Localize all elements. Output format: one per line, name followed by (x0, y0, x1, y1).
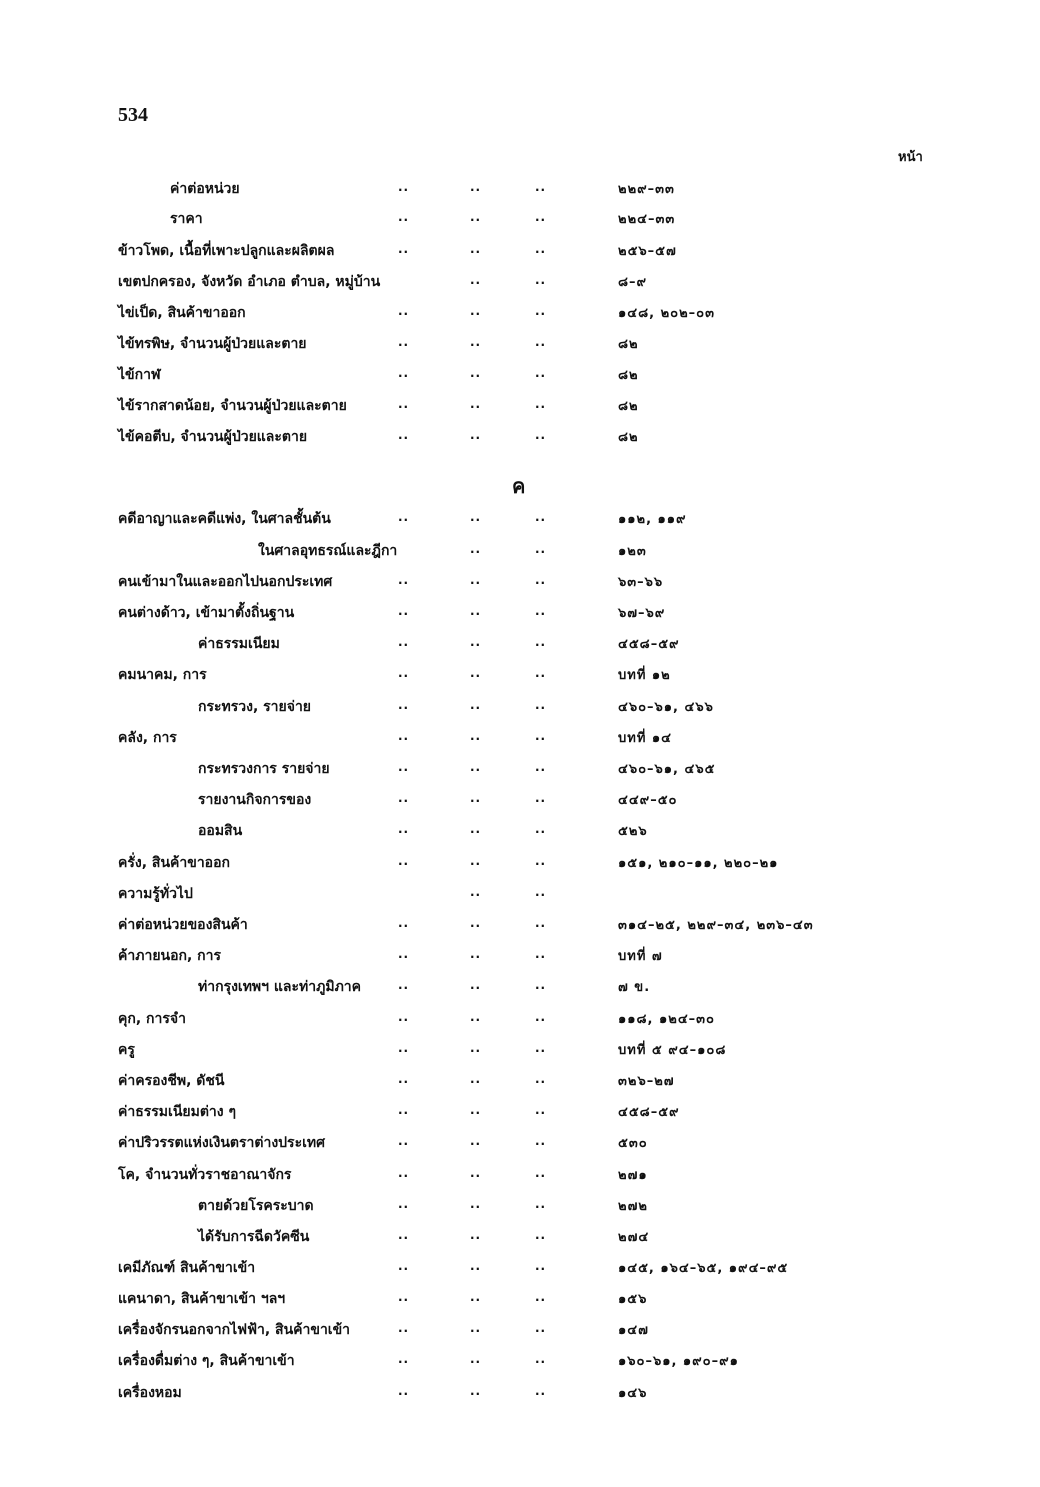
index-entry (0, 364, 1040, 390)
index-page-refs: ๑๑๒, ๑๑๙ (618, 512, 687, 527)
index-page-refs: ๑๔๗ (618, 1323, 649, 1338)
index-entry (0, 1039, 1040, 1065)
index-entry (0, 1319, 1040, 1345)
dot-leader: .. (470, 822, 482, 836)
dot-leader: .. (470, 1197, 482, 1211)
dot-leader: .. (535, 666, 547, 680)
dot-leader: .. (470, 1103, 482, 1117)
dot-leader: .. (398, 947, 410, 961)
dot-leader: .. (470, 916, 482, 930)
dot-leader: .. (535, 1321, 547, 1335)
index-term: คนเข้ามาในและออกไปนอกประเทศ (118, 574, 333, 590)
index-term: ไข้คอตีบ, จำนวนผู้ป่วยและตาย (118, 429, 308, 445)
index-term: ความรู้ทั่วไป (118, 886, 193, 902)
page-column-header: หน้า (898, 150, 923, 165)
dot-leader: .. (398, 397, 410, 411)
index-entry (0, 664, 1040, 690)
dot-leader: .. (398, 729, 410, 743)
index-entry (0, 852, 1040, 878)
dot-leader: .. (470, 1134, 482, 1148)
dot-leader: .. (535, 1352, 547, 1366)
index-entry (0, 540, 1040, 566)
dot-leader: .. (470, 304, 482, 318)
index-page-refs: ๒๕๖–๕๗ (618, 244, 677, 259)
dot-leader: .. (535, 729, 547, 743)
dot-leader: .. (470, 366, 482, 380)
index-page-refs: ๔๕๘–๕๙ (618, 1105, 680, 1120)
dot-leader: .. (535, 916, 547, 930)
dot-leader: .. (398, 242, 410, 256)
dot-leader: .. (470, 1290, 482, 1304)
index-entry (0, 1008, 1040, 1034)
dot-leader: .. (470, 947, 482, 961)
dot-leader: .. (398, 304, 410, 318)
dot-leader: .. (398, 666, 410, 680)
index-term: ค่าต่อหน่วย (170, 181, 240, 197)
index-term: ค่าธรรมเนียมต่าง ๆ (118, 1104, 237, 1120)
dot-leader: .. (398, 428, 410, 442)
index-page-refs: บทที่ ๑๒ (618, 668, 671, 683)
index-page-refs: ๖๗–๖๙ (618, 606, 666, 621)
index-term: ตายด้วยโรคระบาด (198, 1198, 314, 1214)
dot-leader: .. (535, 180, 547, 194)
dot-leader: .. (535, 510, 547, 524)
index-entry (0, 1288, 1040, 1314)
index-term: ค่าธรรมเนียม (198, 636, 280, 652)
dot-leader: .. (398, 1041, 410, 1055)
dot-leader: .. (398, 635, 410, 649)
index-page-refs: ๔๖๐–๖๑, ๔๖๖ (618, 700, 714, 715)
index-term: ไข้รากสาดน้อย, จำนวนผู้ป่วยและตาย (118, 398, 347, 414)
dot-leader: .. (470, 397, 482, 411)
index-term: โค, จำนวนทั่วราชอาณาจักร (118, 1167, 292, 1183)
index-page-refs: ๑๒๓ (618, 544, 647, 559)
index-page-refs: ๑๑๘, ๑๒๔–๓๐ (618, 1012, 715, 1027)
index-entry (0, 914, 1040, 940)
index-entry (0, 426, 1040, 452)
index-term: ไข้ทรพิษ, จำนวนผู้ป่วยและตาย (118, 336, 307, 352)
dot-leader: .. (398, 1352, 410, 1366)
index-entry (0, 727, 1040, 753)
dot-leader: .. (470, 885, 482, 899)
index-term: เครื่องจักรนอกจากไฟฟ้า, สินค้าขาเข้า (118, 1322, 351, 1338)
dot-leader: .. (535, 822, 547, 836)
dot-leader: .. (470, 1384, 482, 1398)
index-entry (0, 1195, 1040, 1221)
index-term: คุก, การจำ (118, 1011, 186, 1027)
index-page-refs: ๔๕๘–๕๙ (618, 637, 680, 652)
index-entry (0, 696, 1040, 722)
index-entry (0, 1350, 1040, 1376)
dot-leader: .. (470, 698, 482, 712)
index-entry (0, 1132, 1040, 1158)
index-page-refs: ๖๓–๖๖ (618, 575, 664, 590)
index-page-refs: ๘๒ (618, 430, 639, 445)
index-page-refs: ๕๒๖ (618, 824, 648, 839)
dot-leader: .. (470, 1041, 482, 1055)
index-term: เขตปกครอง, จังหวัด อำเภอ ตำบล, หมู่บ้าน (118, 274, 381, 290)
dot-leader: .. (535, 573, 547, 587)
index-entry (0, 602, 1040, 628)
index-term: ครั่ง, สินค้าขาออก (118, 855, 230, 871)
index-entry (0, 945, 1040, 971)
dot-leader: .. (470, 729, 482, 743)
dot-leader: .. (398, 1259, 410, 1273)
dot-leader: .. (470, 666, 482, 680)
dot-leader: .. (535, 885, 547, 899)
index-page-refs: ๘–๙ (618, 275, 648, 290)
index-page-refs: ๒๒๔–๓๓ (618, 212, 676, 227)
index-term: กระทรวง, รายจ่าย (198, 699, 312, 715)
dot-leader: .. (535, 1072, 547, 1086)
dot-leader: .. (535, 1010, 547, 1024)
index-entry (0, 302, 1040, 328)
dot-leader: .. (535, 1103, 547, 1117)
index-page-refs: ๗ ข. (618, 980, 651, 995)
dot-leader: .. (470, 791, 482, 805)
index-entry (0, 395, 1040, 421)
dot-leader: .. (535, 760, 547, 774)
dot-leader: .. (470, 1352, 482, 1366)
dot-leader: .. (470, 854, 482, 868)
dot-leader: .. (398, 1321, 410, 1335)
index-entry (0, 633, 1040, 659)
index-term: ไข่เป็ด, สินค้าขาออก (118, 305, 246, 321)
index-entry (0, 571, 1040, 597)
index-term: คดีอาญาและคดีแพ่ง, ในศาลชั้นต้น (118, 511, 331, 527)
dot-leader: .. (398, 510, 410, 524)
index-term: ในศาลอุทธรณ์และฎีกา (258, 543, 398, 559)
dot-leader: .. (535, 273, 547, 287)
dot-leader: .. (398, 760, 410, 774)
dot-leader: .. (398, 1228, 410, 1242)
index-term: เครื่องดื่มต่าง ๆ, สินค้าขาเข้า (118, 1353, 295, 1369)
dot-leader: .. (470, 1166, 482, 1180)
dot-leader: .. (470, 273, 482, 287)
index-page-refs: ๑๕๑, ๒๑๐–๑๑, ๒๒๐–๒๑ (618, 856, 779, 871)
index-page-refs: ๑๔๕, ๑๖๔–๖๕, ๑๙๔–๙๕ (618, 1261, 789, 1276)
dot-leader: .. (470, 760, 482, 774)
dot-leader: .. (535, 698, 547, 712)
dot-leader: .. (398, 1197, 410, 1211)
index-term: คมนาคม, การ (118, 667, 207, 683)
dot-leader: .. (535, 1290, 547, 1304)
index-term: ออมสิน (198, 823, 243, 839)
index-term: ค่าครองชีพ, ดัชนี (118, 1073, 225, 1089)
index-page-refs: บทที่ ๕ ๙๔–๑๐๘ (618, 1043, 727, 1058)
index-page-refs: ๑๔๖ (618, 1386, 648, 1401)
dot-leader: .. (470, 542, 482, 556)
dot-leader: .. (398, 366, 410, 380)
index-entry (0, 333, 1040, 359)
index-page-refs: ๘๒ (618, 368, 639, 383)
index-page-refs: ๕๓๐ (618, 1136, 648, 1151)
index-term: ไข้กาฬ (118, 367, 161, 383)
dot-leader: .. (398, 698, 410, 712)
index-term: เครื่องหอม (118, 1385, 182, 1401)
index-term: รายงานกิจการของ (198, 792, 312, 808)
index-term: เคมีภัณฑ์ สินค้าขาเข้า (118, 1260, 256, 1276)
dot-leader: .. (398, 978, 410, 992)
dot-leader: .. (398, 210, 410, 224)
dot-leader: .. (398, 180, 410, 194)
index-page-refs: ๓๒๖–๒๗ (618, 1074, 675, 1089)
index-term: ได้รับการฉีดวัคซีน (198, 1229, 310, 1245)
dot-leader: .. (535, 1384, 547, 1398)
dot-leader: .. (470, 242, 482, 256)
dot-leader: .. (470, 335, 482, 349)
dot-leader: .. (535, 397, 547, 411)
dot-leader: .. (535, 542, 547, 556)
dot-leader: .. (535, 854, 547, 868)
section-letter: ค (512, 474, 526, 498)
dot-leader: .. (535, 210, 547, 224)
index-entry (0, 178, 1040, 204)
dot-leader: .. (470, 1259, 482, 1273)
index-page-refs: ๘๒ (618, 337, 639, 352)
index-page-refs: ๒๗๒ (618, 1199, 648, 1214)
dot-leader: .. (398, 916, 410, 930)
dot-leader: .. (535, 366, 547, 380)
index-term: กระทรวงการ รายจ่าย (198, 761, 330, 777)
index-page-refs: ๔๔๙–๕๐ (618, 793, 678, 808)
index-page-refs: ๓๑๔–๒๕, ๒๒๙–๓๔, ๒๓๖–๔๓ (618, 918, 814, 933)
index-entry (0, 1101, 1040, 1127)
index-term: ท่ากรุงเทพฯ และท่าภูมิภาค (198, 979, 362, 995)
dot-leader: .. (470, 1228, 482, 1242)
index-page-refs: บทที่ ๑๔ (618, 731, 673, 746)
dot-leader: .. (398, 822, 410, 836)
dot-leader: .. (470, 1010, 482, 1024)
dot-leader: .. (398, 1134, 410, 1148)
dot-leader: .. (535, 428, 547, 442)
dot-leader: .. (398, 1384, 410, 1398)
dot-leader: .. (535, 978, 547, 992)
index-entry (0, 208, 1040, 234)
dot-leader: .. (398, 854, 410, 868)
index-entry (0, 240, 1040, 266)
dot-leader: .. (535, 1166, 547, 1180)
index-page-refs: ๒๗๑ (618, 1168, 648, 1183)
dot-leader: .. (535, 1259, 547, 1273)
index-term: ครู (118, 1042, 135, 1058)
index-page-refs: ๒๒๙–๓๓ (618, 182, 675, 197)
dot-leader: .. (535, 242, 547, 256)
dot-leader: .. (470, 428, 482, 442)
dot-leader: .. (470, 180, 482, 194)
dot-leader: .. (470, 1072, 482, 1086)
dot-leader: .. (470, 510, 482, 524)
dot-leader: .. (470, 604, 482, 618)
index-page-refs: ๑๖๐–๖๑, ๑๙๐–๙๑ (618, 1354, 739, 1369)
index-entry (0, 1164, 1040, 1190)
dot-leader: .. (470, 978, 482, 992)
index-entry (0, 1070, 1040, 1096)
dot-leader: .. (398, 1010, 410, 1024)
dot-leader: .. (535, 1197, 547, 1211)
dot-leader: .. (535, 304, 547, 318)
index-entry (0, 508, 1040, 534)
dot-leader: .. (470, 210, 482, 224)
index-term: คลัง, การ (118, 730, 177, 746)
index-entry (0, 1257, 1040, 1283)
index-entry (0, 271, 1040, 297)
dot-leader: .. (470, 573, 482, 587)
dot-leader: .. (398, 1103, 410, 1117)
index-page-refs: ๘๒ (618, 399, 639, 414)
dot-leader: .. (470, 1321, 482, 1335)
index-page-refs: ๒๗๔ (618, 1230, 650, 1245)
dot-leader: .. (535, 1134, 547, 1148)
dot-leader: .. (535, 335, 547, 349)
index-page-refs: ๑๕๖ (618, 1292, 648, 1307)
index-page-refs: ๔๖๐–๖๑, ๔๖๕ (618, 762, 716, 777)
dot-leader: .. (470, 635, 482, 649)
index-page-refs: บทที่ ๗ (618, 949, 663, 964)
dot-leader: .. (535, 947, 547, 961)
index-entry (0, 758, 1040, 784)
index-entry (0, 883, 1040, 909)
dot-leader: .. (398, 1072, 410, 1086)
index-page-refs: ๑๔๘, ๒๐๒–๐๓ (618, 306, 715, 321)
index-entry (0, 789, 1040, 815)
dot-leader: .. (398, 573, 410, 587)
index-term: แคนาดา, สินค้าขาเข้า ฯลฯ (118, 1291, 286, 1307)
dot-leader: .. (398, 1166, 410, 1180)
dot-leader: .. (398, 604, 410, 618)
dot-leader: .. (535, 1041, 547, 1055)
dot-leader: .. (535, 791, 547, 805)
dot-leader: .. (398, 791, 410, 805)
index-term: ค่าปริวรรตแห่งเงินตราต่างประเทศ (118, 1135, 325, 1151)
dot-leader: .. (398, 335, 410, 349)
dot-leader: .. (535, 1228, 547, 1242)
index-term: ค้าภายนอก, การ (118, 948, 222, 964)
page-number: 534 (118, 104, 148, 126)
index-entry (0, 820, 1040, 846)
index-entry (0, 976, 1040, 1002)
dot-leader: .. (535, 635, 547, 649)
index-term: ราคา (170, 211, 203, 227)
index-term: ข้าวโพด, เนื้อที่เพาะปลูกและผลิตผล (118, 243, 335, 259)
dot-leader: .. (398, 1290, 410, 1304)
index-term: ค่าต่อหน่วยของสินค้า (118, 917, 248, 933)
dot-leader: .. (535, 604, 547, 618)
index-term: คนต่างด้าว, เข้ามาตั้งถิ่นฐาน (118, 605, 295, 621)
index-entry (0, 1226, 1040, 1252)
index-entry (0, 1382, 1040, 1408)
